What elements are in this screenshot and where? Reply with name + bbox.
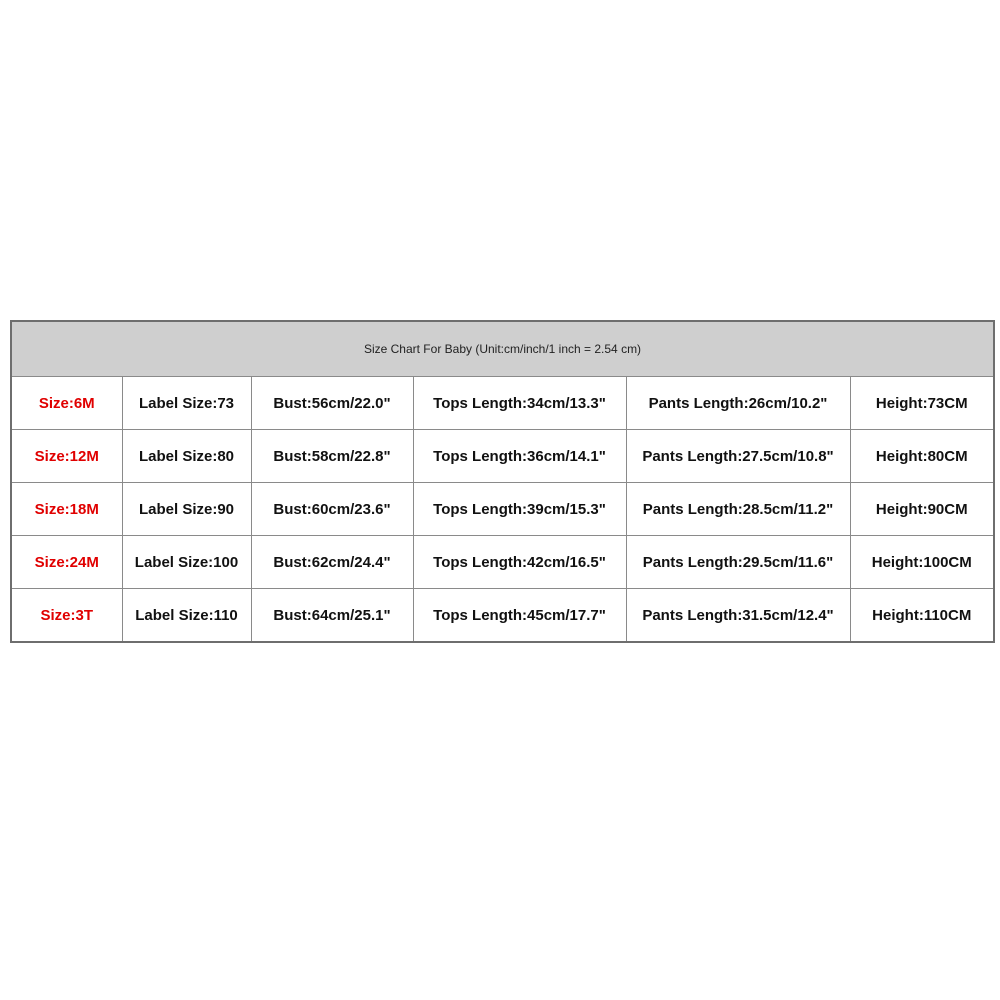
tops-length-cell: Tops Length:34cm/13.3" bbox=[413, 377, 626, 430]
size-cell: Size:24M bbox=[11, 536, 122, 589]
title-row bbox=[11, 321, 994, 377]
height-cell: Height:80CM bbox=[850, 430, 994, 483]
pants-length-cell: Pants Length:31.5cm/12.4" bbox=[626, 589, 850, 643]
bust-cell: Bust:62cm/24.4" bbox=[251, 536, 413, 589]
tops-length-cell: Tops Length:42cm/16.5" bbox=[413, 536, 626, 589]
label-size-cell: Label Size:90 bbox=[122, 483, 251, 536]
size-cell: Size:6M bbox=[11, 377, 122, 430]
label-size-cell: Label Size:100 bbox=[122, 536, 251, 589]
label-size-cell: Label Size:110 bbox=[122, 589, 251, 643]
pants-length-cell: Pants Length:29.5cm/11.6" bbox=[626, 536, 850, 589]
pants-length-cell: Pants Length:28.5cm/11.2" bbox=[626, 483, 850, 536]
height-cell: Height:90CM bbox=[850, 483, 994, 536]
tops-length-cell: Tops Length:36cm/14.1" bbox=[413, 430, 626, 483]
bust-cell: Bust:64cm/25.1" bbox=[251, 589, 413, 643]
height-cell: Height:110CM bbox=[850, 589, 994, 643]
pants-length-cell: Pants Length:27.5cm/10.8" bbox=[626, 430, 850, 483]
height-cell: Height:100CM bbox=[850, 536, 994, 589]
size-cell: Size:3T bbox=[11, 589, 122, 643]
tops-length-cell: Tops Length:39cm/15.3" bbox=[413, 483, 626, 536]
table-row bbox=[11, 377, 994, 430]
size-cell: Size:18M bbox=[11, 483, 122, 536]
table-row bbox=[11, 483, 994, 536]
table-row bbox=[11, 589, 994, 643]
label-size-cell: Label Size:73 bbox=[122, 377, 251, 430]
table-row bbox=[11, 430, 994, 483]
chart-title: Size Chart For Baby (Unit:cm/inch/1 inch = 2.54 cm) bbox=[11, 321, 994, 377]
table-row bbox=[11, 536, 994, 589]
bust-cell: Bust:58cm/22.8" bbox=[251, 430, 413, 483]
tops-length-cell: Tops Length:45cm/17.7" bbox=[413, 589, 626, 643]
bust-cell: Bust:56cm/22.0" bbox=[251, 377, 413, 430]
bust-cell: Bust:60cm/23.6" bbox=[251, 483, 413, 536]
label-size-cell: Label Size:80 bbox=[122, 430, 251, 483]
height-cell: Height:73CM bbox=[850, 377, 994, 430]
pants-length-cell: Pants Length:26cm/10.2" bbox=[626, 377, 850, 430]
size-cell: Size:12M bbox=[11, 430, 122, 483]
size-chart-table bbox=[10, 320, 995, 643]
